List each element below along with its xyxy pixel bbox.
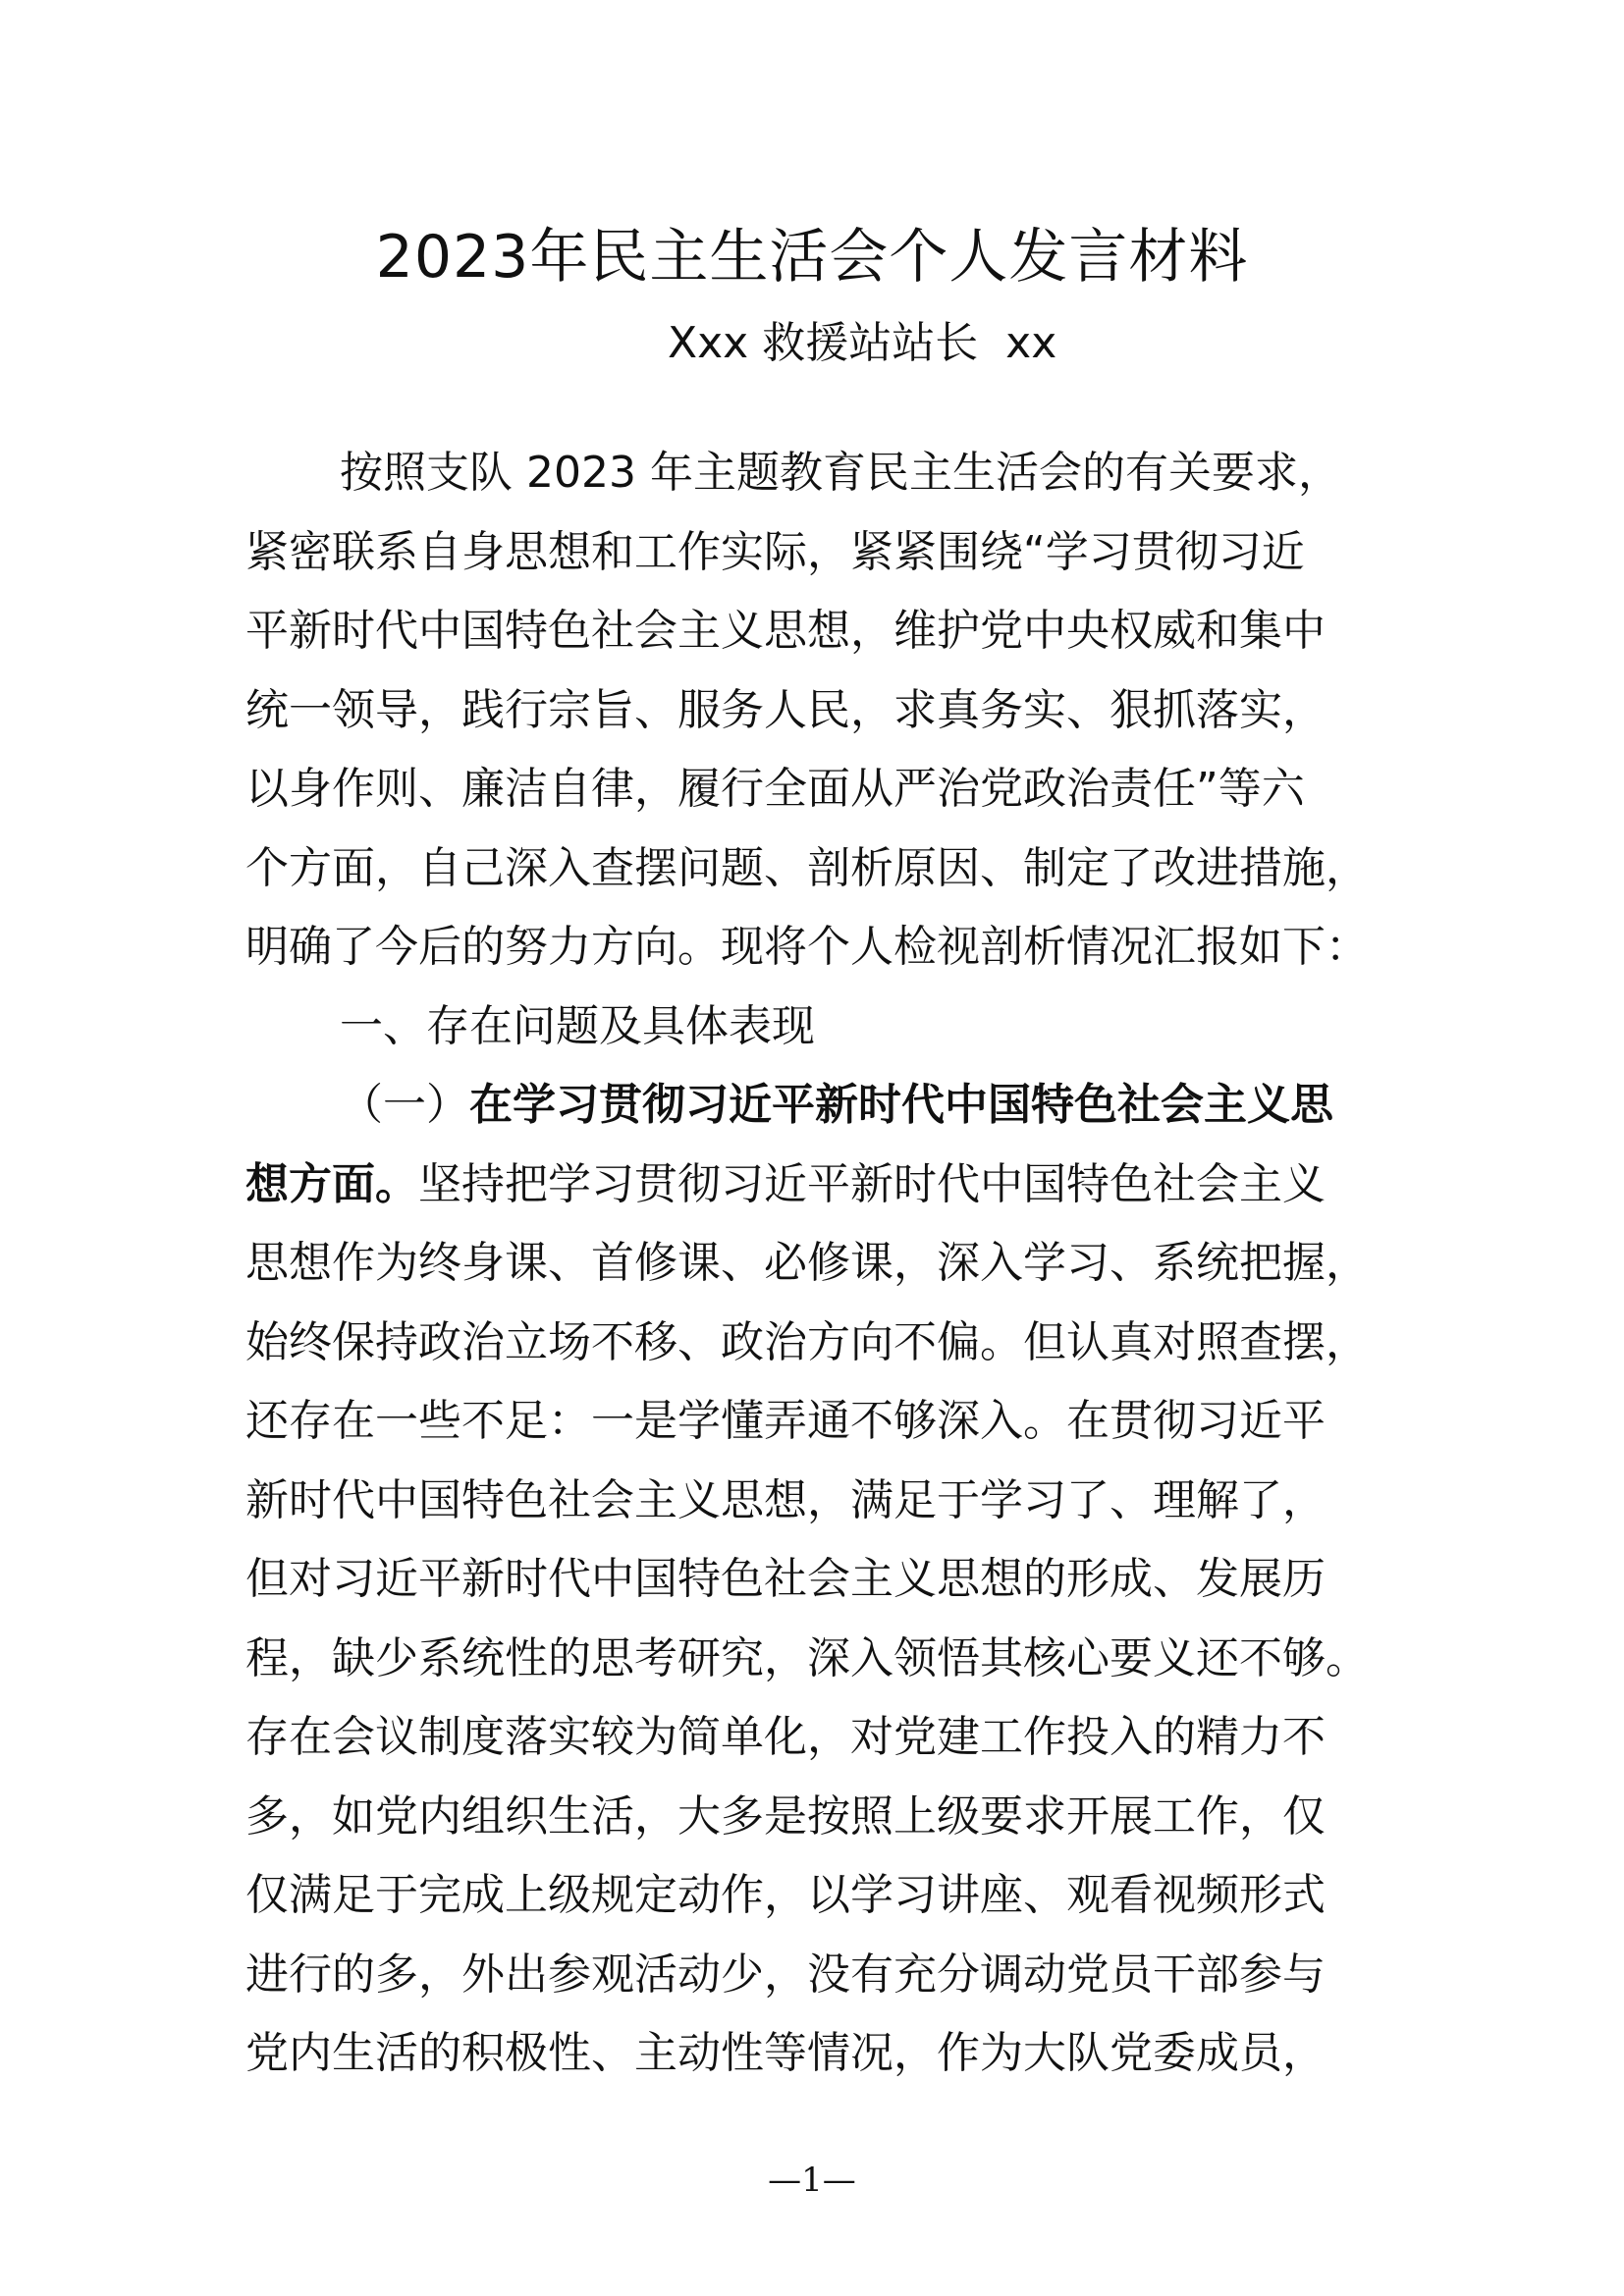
- paragraph-line: 多，如党内组织生活，大多是按照上级要求开展工作，仅: [245, 1790, 1326, 1842]
- paragraph-text: 坚持把学习贯彻习近平新时代中国特色社会主义: [418, 1158, 1326, 1209]
- paragraph-line: [245, 1146, 1394, 1225]
- section-heading: 一、存在问题及具体表现: [340, 1000, 815, 1051]
- author-line: Xxx 救援站站长 xx: [668, 318, 1057, 368]
- paragraph-line: 存在会议制度落实较为简单化，对党建工作投入的精力不: [245, 1712, 1326, 1762]
- paragraph-line: 统一领导，践行宗旨、服务人民，求真务实、狠抓落实，: [245, 684, 1326, 735]
- paragraph-line: 以身作则、廉洁自律，履行全面从严治党政治责任”等六: [245, 764, 1305, 814]
- paragraph-line: 进行的多，外出参观活动少，没有充分调动党员干部参与: [245, 1949, 1326, 2000]
- paragraph-line: 程，缺少系统性的思考研究，深入领悟其核心要义还不够。: [245, 1632, 1369, 1683]
- paragraph-line: 还存在一些不足：一是学懂弄通不够深入。在贯彻习近平: [245, 1396, 1326, 1446]
- subsection-title-end: 想方面。: [245, 1158, 418, 1209]
- subsection-number: （一）: [340, 1080, 469, 1130]
- paragraph-line: 思想作为终身课、首修课、必修课，深入学习、系统把握，: [245, 1238, 1369, 1288]
- paragraph-line: 平新时代中国特色社会主义思想，维护党中央权威和集中: [245, 606, 1326, 656]
- subsection-title: 在学习贯彻习近平新时代中国特色社会主义思: [469, 1080, 1333, 1130]
- subsection-heading-line: [245, 1066, 1394, 1146]
- paragraph-line: 仅满足于完成上级规定动作，以学习讲座、观看视频形式: [245, 1870, 1326, 1920]
- document-body: [245, 434, 1394, 2094]
- paragraph-line: 按照支队 2023 年主题教育民主生活会的有关要求，: [340, 448, 1341, 498]
- paragraph-line: 但对习近平新时代中国特色社会主义思想的形成、发展历: [245, 1554, 1326, 1604]
- paragraph-line: 党内生活的积极性、主动性等情况，作为大队党委成员，: [245, 2028, 1326, 2078]
- paragraph-line: 紧密联系自身思想和工作实际，紧紧围绕“学习贯彻习近: [245, 526, 1305, 577]
- document-title: 2023年民主生活会个人发言材料: [375, 223, 1249, 292]
- paragraph-line: 始终保持政治立场不移、政治方向不偏。但认真对照查摆，: [245, 1316, 1369, 1367]
- page-number: —1—: [768, 2161, 856, 2200]
- paragraph-line: 个方面，自己深入查摆问题、剖析原因、制定了改进措施，: [245, 842, 1369, 893]
- paragraph-line: 新时代中国特色社会主义思想，满足于学习了、理解了，: [245, 1474, 1326, 1525]
- paragraph-line: 明确了今后的努力方向。现将个人检视剖析情况汇报如下：: [245, 922, 1369, 972]
